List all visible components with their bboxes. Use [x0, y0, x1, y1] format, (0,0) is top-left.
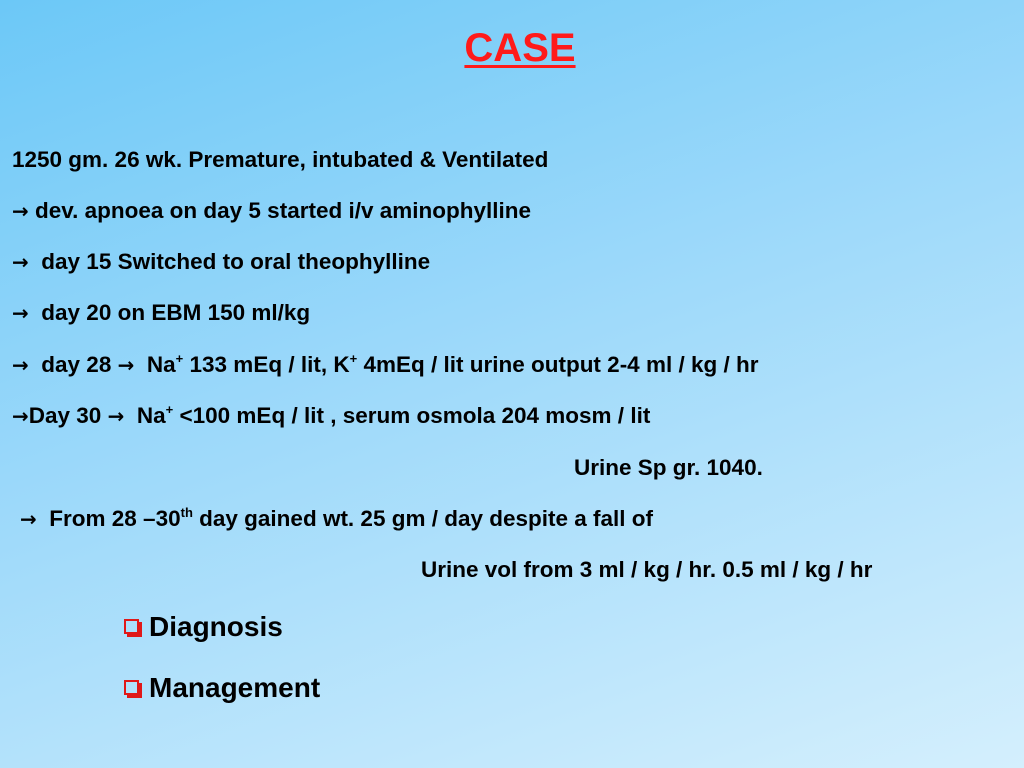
plus-superscript: +	[175, 350, 184, 366]
checkbox-bullet-icon	[124, 619, 139, 634]
plus-superscript: +	[349, 350, 358, 366]
right-arrow-icon: →	[107, 404, 125, 428]
bullet-diagnosis	[124, 611, 283, 642]
plus-superscript: +	[165, 401, 174, 417]
slide-title: CASE	[464, 26, 576, 70]
sodium-label: Na	[136, 403, 166, 428]
bullet-management	[124, 672, 321, 703]
case-line-7-text: Urine Sp gr. 1040.	[574, 455, 763, 480]
right-arrow-icon: →	[20, 507, 37, 531]
right-arrow-icon: →	[12, 301, 29, 325]
case-line-4	[12, 300, 310, 326]
right-arrow-icon: →	[117, 353, 135, 377]
case-line-5-day: day 28	[41, 352, 112, 377]
case-line-8-text: day gained wt. 25 gm / day despite a fall of	[199, 506, 654, 531]
case-line-5-potassium: 4mEq / lit urine output 2-4 ml / kg / hr	[363, 352, 759, 377]
case-line-5	[12, 352, 758, 378]
right-arrow-icon: →	[12, 404, 29, 428]
case-line-6	[12, 403, 650, 429]
case-line-6-text: <100 mEq / lit , serum osmola 204 mosm / lit	[179, 403, 651, 428]
bullet-diagnosis-label: Diagnosis	[149, 611, 283, 642]
case-line-5-sodium: 133 mEq / lit, K	[189, 352, 350, 377]
right-arrow-icon: →	[12, 353, 29, 377]
sodium-label: Na	[146, 352, 176, 377]
case-line-9	[421, 557, 872, 583]
right-arrow-icon: →	[12, 250, 29, 274]
case-line-2	[12, 198, 531, 224]
case-line-4-text: day 20 on EBM 150 ml/kg	[41, 300, 311, 325]
case-line-1-text: 1250 gm. 26 wk. Premature, intubated & Ventilated	[12, 147, 549, 172]
case-line-2-text: dev. apnoea on day 5 started i/v aminophylline	[35, 198, 531, 223]
case-line-3-text: day 15 Switched to oral theophylline	[41, 249, 431, 274]
case-line-7	[574, 455, 763, 481]
bullet-management-label: Management	[149, 672, 321, 703]
case-line-3	[12, 249, 430, 275]
case-line-9-text: Urine vol from 3 ml / kg / hr. 0.5 ml / kg / hr	[421, 557, 873, 582]
right-arrow-icon: →	[12, 199, 29, 223]
case-line-8	[20, 506, 653, 532]
checkbox-bullet-icon	[124, 680, 139, 695]
case-line-6-day: Day 30	[28, 403, 102, 428]
case-line-1	[12, 147, 548, 173]
th-superscript: th	[180, 504, 193, 520]
case-line-8-start: From 28 –30	[49, 506, 181, 531]
